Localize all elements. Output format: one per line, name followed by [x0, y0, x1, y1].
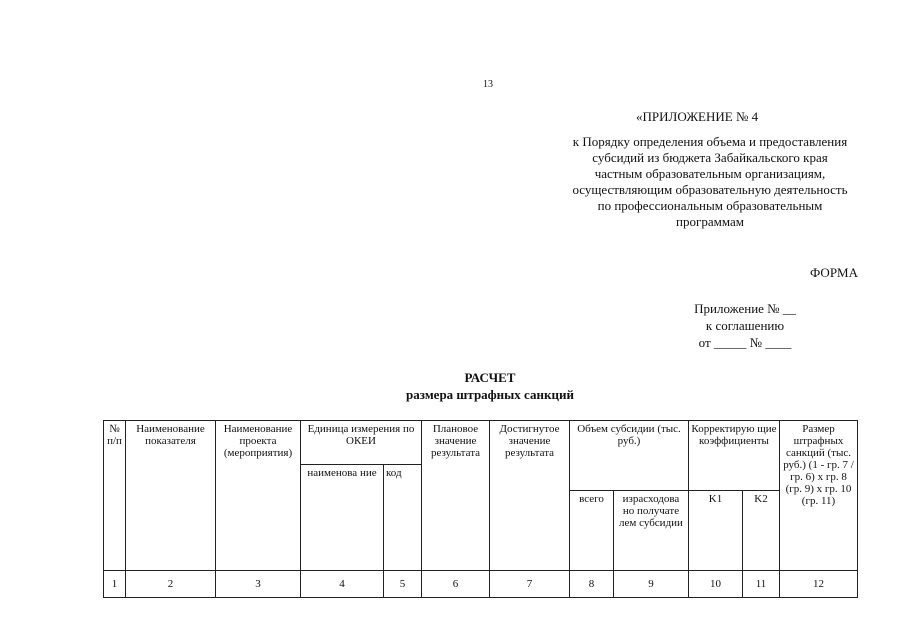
- col-number: 5: [384, 571, 422, 598]
- appendix-line: программам: [676, 214, 744, 229]
- header-indicator: Наименование показателя: [126, 421, 216, 571]
- col-number: 12: [780, 571, 858, 598]
- header-project: Наименование проекта (мероприятия): [216, 421, 301, 571]
- penalty-table: [103, 420, 858, 598]
- col-number: 3: [216, 571, 301, 598]
- header-spent: израсходова но получате лем субсидии: [614, 491, 689, 571]
- agreement-block: [660, 300, 830, 351]
- header-total: всего: [570, 491, 614, 571]
- header-unit: Единица измерения по ОКЕИ: [301, 421, 422, 465]
- col-number: 11: [743, 571, 780, 598]
- form-label: ФОРМА: [810, 265, 858, 280]
- col-number: 7: [490, 571, 570, 598]
- header-unit-code: код: [384, 465, 422, 571]
- header-coefficients: Корректирую щие коэффициенты: [689, 421, 780, 491]
- col-number: 1: [104, 571, 126, 598]
- appendix-description: [530, 134, 890, 230]
- agreement-line: от _____ № ____: [698, 335, 792, 350]
- appendix-line: по профессиональным образовательным: [597, 198, 823, 213]
- col-number: 9: [614, 571, 689, 598]
- column-numbers-row: [104, 571, 858, 598]
- appendix-title: «ПРИЛОЖЕНИЕ № 4: [636, 109, 759, 124]
- col-number: 4: [301, 571, 384, 598]
- appendix-line: субсидий из бюджета Забайкальского края: [592, 150, 828, 165]
- agreement-line: к соглашению: [705, 318, 785, 333]
- calculation-title-sub: размера штрафных санкций: [406, 387, 574, 402]
- header-planned: Плановое значение результата: [422, 421, 490, 571]
- header-k1: K1: [689, 491, 743, 571]
- header-achieved: Достигнутое значение результата: [490, 421, 570, 571]
- calculation-title-main: РАСЧЕТ: [464, 370, 516, 385]
- col-number: 6: [422, 571, 490, 598]
- header-subsidy: Объем субсидии (тыс. руб.): [570, 421, 689, 491]
- header-k2: K2: [743, 491, 780, 571]
- page-number: 13: [483, 79, 493, 90]
- appendix-line: осуществляющим образовательную деятельность: [572, 182, 848, 197]
- calculation-title: [300, 369, 680, 403]
- col-number: 8: [570, 571, 614, 598]
- header-penalty: Размер штрафных санкций (тыс. руб.) (1 - гр. 7 / гр. 6) x гр. 8 (гр. 9) x гр. 10 (гр. 11): [780, 421, 858, 571]
- col-number: 2: [126, 571, 216, 598]
- appendix-line: частным образовательным организациям,: [594, 166, 826, 181]
- header-num: № п/п: [104, 421, 126, 571]
- appendix-line: к Порядку определения объема и предоставления: [572, 134, 848, 149]
- header-unit-name: наименова ние: [301, 465, 384, 571]
- col-number: 10: [689, 571, 743, 598]
- agreement-line: Приложение № __: [694, 301, 796, 316]
